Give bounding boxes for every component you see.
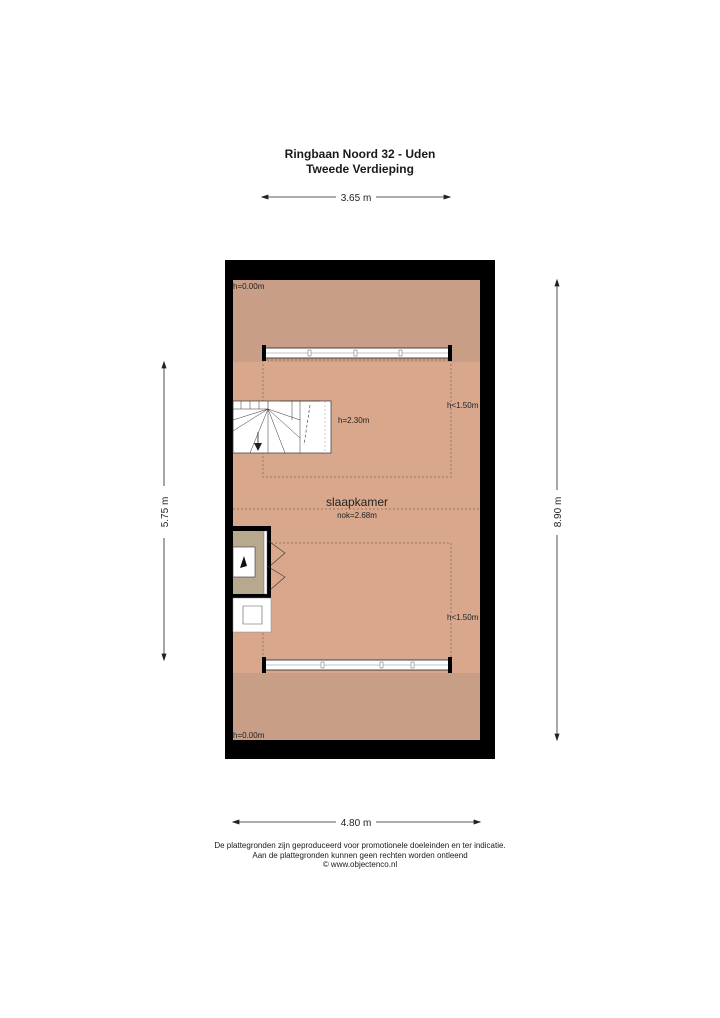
address-title: Ringbaan Noord 32 - Uden: [284, 147, 436, 161]
floor-title: Tweede Verdieping: [306, 162, 414, 176]
disclaimer-line-2: Aan de plattegronden kunnen geen rechten worden ontleend: [252, 851, 468, 860]
room-name: slaapkamer: [325, 495, 389, 509]
dimension-right-label: 8.90 m: [553, 496, 564, 528]
dimension-bottom-label: 4.80 m: [340, 818, 372, 829]
disclaimer-line-1: De plattegronden zijn geproduceerd voor promotionele doeleinden en ter indicatie.: [214, 841, 506, 850]
height-label-center: h=2.30m: [338, 416, 370, 425]
height-label-right-upper: h<1.50m: [447, 401, 479, 410]
dimension-left-label: 5.75 m: [160, 496, 171, 528]
height-label-top-left: h=0.00m: [233, 282, 265, 291]
staircase: [233, 401, 331, 453]
height-label-bottom-left: h=0.00m: [233, 731, 265, 740]
copyright-line: © www.objectenco.nl: [322, 860, 398, 869]
dimension-top-label: 3.65 m: [340, 193, 372, 204]
ridge-height-label: nok=2.68m: [337, 511, 377, 520]
height-label-right-lower: h<1.50m: [447, 613, 479, 622]
